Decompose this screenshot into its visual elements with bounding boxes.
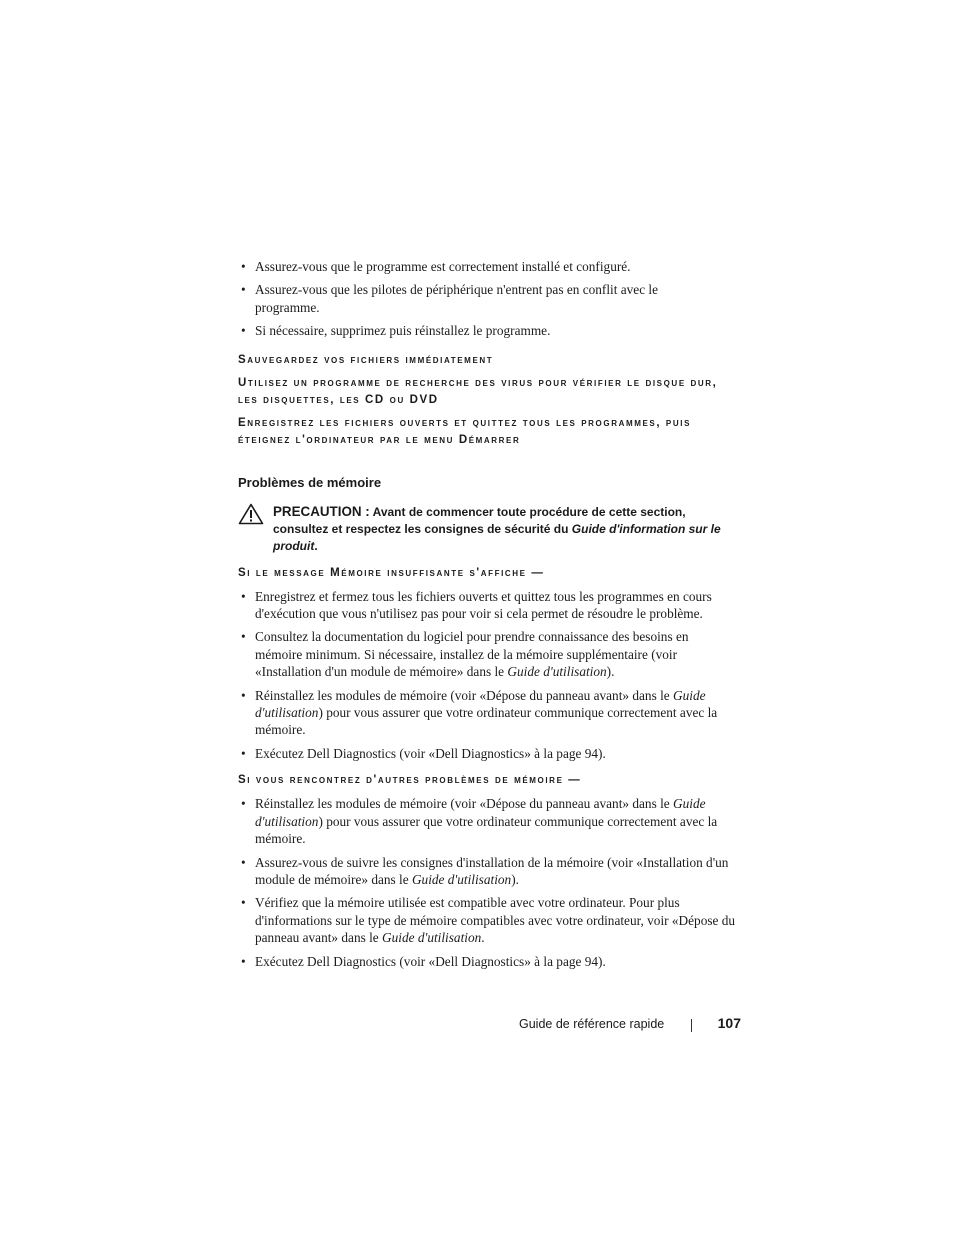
list-item <box>238 854 738 889</box>
guide-reference: Guide d'utilisation <box>411 871 512 887</box>
heading-save-files: Sauvegardez vos fichiers immédiatement <box>238 353 494 366</box>
list-item-text: Réinstallez les modules de mémoire (voir «Dépose du panneau avant» dans le <box>255 796 670 812</box>
warning-triangle-icon <box>238 503 264 525</box>
caution-text: Avant de commencer toute procédure de cette section, consultez et respectez les consignes de sécurité du <box>273 504 686 536</box>
list-item <box>238 953 738 970</box>
page-number: 107 <box>717 1015 741 1031</box>
caution-end: . <box>314 538 318 553</box>
section-title-memory: Problèmes de mémoire <box>238 474 382 490</box>
guide-reference: Guide d'utilisation <box>382 930 482 946</box>
list-item-text: Réinstallez les modules de mémoire (voir «Dépose du panneau avant» dans le <box>255 687 670 703</box>
heading-virus-scan: Utilisez un programme de recherche des virus pour vérifier le disque dur, les disquettes, les CD ou DVD <box>238 376 718 406</box>
list-item <box>238 687 738 739</box>
page-footer <box>519 1015 741 1035</box>
list-item: • Si nécessaire, supprimez puis réinstallez le programme. <box>238 322 738 339</box>
list-item <box>238 628 738 680</box>
list-item-text-end: ) pour vous assurer que votre ordinateur communique correctement avec la mémoire. <box>255 705 718 738</box>
caution-notice <box>238 503 738 555</box>
list-item-text: Exécutez Dell Diagnostics (voir «Dell Diagnostics» à la page 94). <box>255 745 606 761</box>
footer-title: Guide de référence rapide <box>519 1017 665 1031</box>
intro-bullet-list <box>238 258 738 340</box>
list-item-text: Enregistrez et fermez tous les fichiers ouverts et quittez tous les programmes en cours d'exécution que vous n'utilisez pas pour voir si cela permet de résoudre le problème. <box>255 588 712 622</box>
insufficient-memory-list <box>238 588 738 763</box>
heading-insufficient-memory: Si le message Mémoire insuffisante s'affiche — <box>238 566 545 579</box>
list-item-text: Vérifiez que la mémoire utilisée est compatible avec votre ordinateur. Pour plus d'informations sur le type de mémoire compatibles avec votre ordinateur, voir «Dépose du panneau avant» dans le <box>255 895 736 946</box>
guide-reference: Guide d'utilisation <box>255 796 706 829</box>
list-item-text: Assurez-vous de suivre les consignes d'installation de la mémoire (voir «Installation d'un module de mémoire» dans le <box>255 854 729 887</box>
other-memory-list <box>238 795 738 970</box>
guide-reference: Guide d'utilisation <box>255 687 706 721</box>
list-item <box>238 588 738 623</box>
page-content <box>238 258 738 976</box>
list-item <box>238 795 738 847</box>
guide-reference: Guide d'utilisation <box>507 664 607 680</box>
list-item: • Assurez-vous que les pilotes de périphérique n'entrent pas en conflit avec le programme. <box>238 281 670 316</box>
caution-doc-title: Guide d'information sur le produit <box>273 521 721 553</box>
list-item-text-end: ). <box>511 871 519 887</box>
caution-label: PRECAUTION : <box>273 503 370 519</box>
list-item <box>238 894 738 946</box>
heading-save-close: Enregistrez les fichiers ouverts et quittez tous les programmes, puis éteignez l'ordinateur par le menu Démarrer <box>238 416 692 446</box>
list-item-text: Exécutez Dell Diagnostics (voir «Dell Diagnostics» à la page 94). <box>255 953 606 969</box>
heading-other-memory-problems: Si vous rencontrez d'autres problèmes de mémoire — <box>238 774 582 787</box>
footer-divider <box>691 1019 692 1032</box>
list-item-text-end: ) pour vous assurer que votre ordinateur communique correctement avec la mémoire. <box>255 813 718 847</box>
list-item-text-end: . <box>481 930 485 946</box>
list-item <box>238 745 738 762</box>
list-item: • Assurez-vous que le programme est correctement installé et configuré. <box>238 258 738 275</box>
list-item-text-end: ). <box>606 664 615 680</box>
list-item-text: Consultez la documentation du logiciel pour prendre connaissance des besoins en mémoire minimum. Si nécessaire, installez de la mémoire supplémentaire (voir «Installation d'un module de mémoire» dans le <box>255 629 689 680</box>
